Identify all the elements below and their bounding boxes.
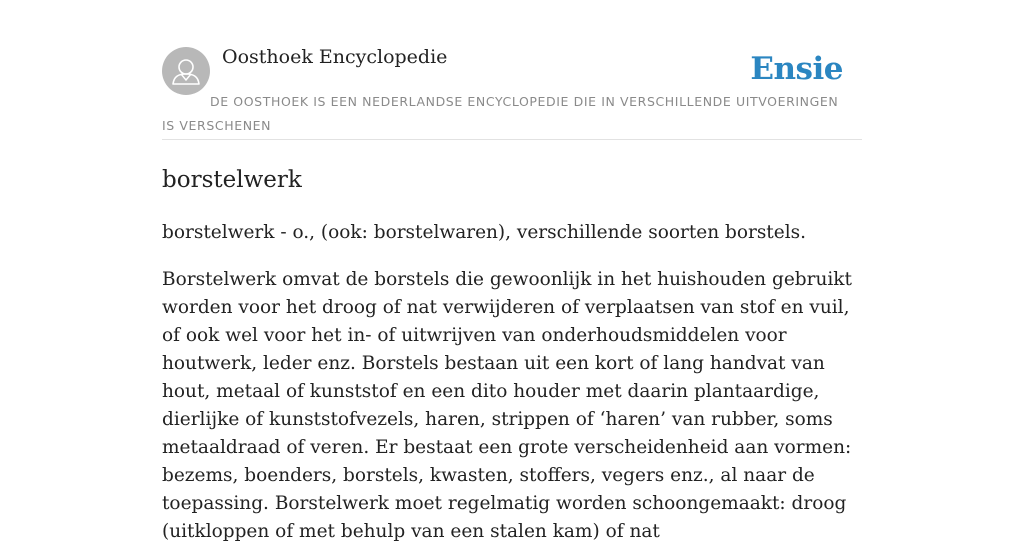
site-name-link[interactable]: Oosthoek Encyclopedie [222,46,448,68]
article-body: Borstelwerk omvat de borstels die gewoonlijk in het huishouden gebruikt worden voor het droog of nat verwijderen of verplaatsen van stof en vuil, of ook wel voor het in- of uitwrijven van onderhoudsmiddelen voor houtwerk, leder enz. Borstels bestaan uit een kort of lang handvat van hout, metaal of kunststof en een dito houder met daarin plantaardige, dierlijke of kunststofvezels, haren, strippen of ‘haren’ van rubber, soms metaaldraad of veren. Er bestaat een grote verscheidenheid aan vormen: bezems, boenders, borstels, kwasten, stoffers, vegers enz., al naar de toepassing. Borstelwerk moet regelmatig worden schoongemaakt: droog (uitkloppen of met behulp van een stalen kam) of nat [162,269,852,542]
user-silhouette-icon [162,47,210,95]
article-title: borstelwerk [162,167,302,193]
brand-logo[interactable]: Ensie [750,51,843,87]
article-definition: borstelwerk - o., (ook: borstelwaren), verschillende soorten borstels. [162,222,806,243]
site-header [162,0,862,140]
content-container [162,0,862,546]
author-avatar[interactable] [162,47,210,95]
site-tagline: DE OOSTHOEK IS EEN NEDERLANDSE ENCYCLOPEDIE DIE IN VERSCHILLENDE UITVOERINGEN IS VERSCHENEN [162,94,839,133]
